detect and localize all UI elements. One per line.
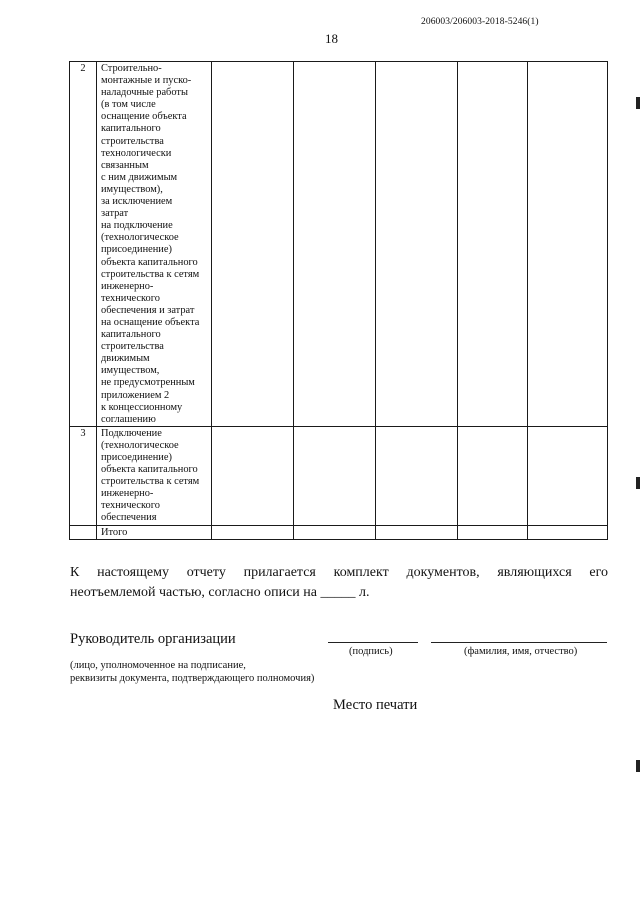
table-cell — [294, 426, 376, 525]
name-line — [431, 642, 607, 643]
table-row — [70, 62, 608, 427]
signature-line — [328, 642, 418, 643]
stamp-place: Место печати — [333, 697, 418, 713]
row-number: 3 — [70, 426, 97, 525]
table-cell — [458, 62, 528, 427]
table-row — [70, 426, 608, 525]
table-cell — [458, 525, 528, 539]
signature-caption: (подпись) — [349, 646, 393, 657]
scan-edge-mark — [636, 97, 640, 109]
report-table — [69, 61, 608, 540]
table-cell — [458, 426, 528, 525]
table-cell — [376, 426, 458, 525]
table-cell — [212, 62, 294, 427]
signer-note: (лицо, уполномоченное на подписание, реквизиты документа, подтверждающего полномочия) — [70, 660, 315, 684]
table-cell — [528, 62, 608, 427]
row-number: 2 — [70, 62, 97, 427]
table-row-total — [70, 525, 608, 539]
table-cell — [294, 525, 376, 539]
attachment-line-2: неотъемлемой частью, согласно описи на _____ л. — [70, 585, 370, 600]
table-cell — [376, 525, 458, 539]
scan-edge-mark — [636, 477, 640, 489]
attachment-paragraph — [70, 563, 608, 603]
table-cell — [294, 62, 376, 427]
table-cell — [212, 426, 294, 525]
table-cell — [528, 525, 608, 539]
row-name: Строительно- монтажные и пуско- наладочные работы (в том числе оснащение объекта капитального строительства технологически связанным с ним движимым имуществом), за исключением затрат на подключение (технологическое присоединение) объекта капитального строительства к сетям инженерно- технического обеспечения и затрат на оснащение объекта капитального строительства движимым имуществом, не предусмотренным приложением 2 к концессионному соглашению — [97, 62, 212, 427]
table-cell — [376, 62, 458, 427]
name-caption: (фамилия, имя, отчество) — [464, 646, 578, 657]
row-name: Итого — [97, 525, 212, 539]
row-number — [70, 525, 97, 539]
document-id: 206003/206003-2018-5246(1) — [421, 17, 539, 27]
table-cell — [212, 525, 294, 539]
page-number: 18 — [325, 31, 338, 46]
attachment-line-1: К настоящему отчету прилагается комплект документов, являющихся его — [70, 565, 608, 580]
scan-edge-mark — [636, 760, 640, 772]
table-cell — [528, 426, 608, 525]
row-name: Подключение (технологическое присоединение) объекта капитального строительства к сетям инженерно- технического обеспечения — [97, 426, 212, 525]
signer-title: Руководитель организации — [70, 631, 236, 647]
